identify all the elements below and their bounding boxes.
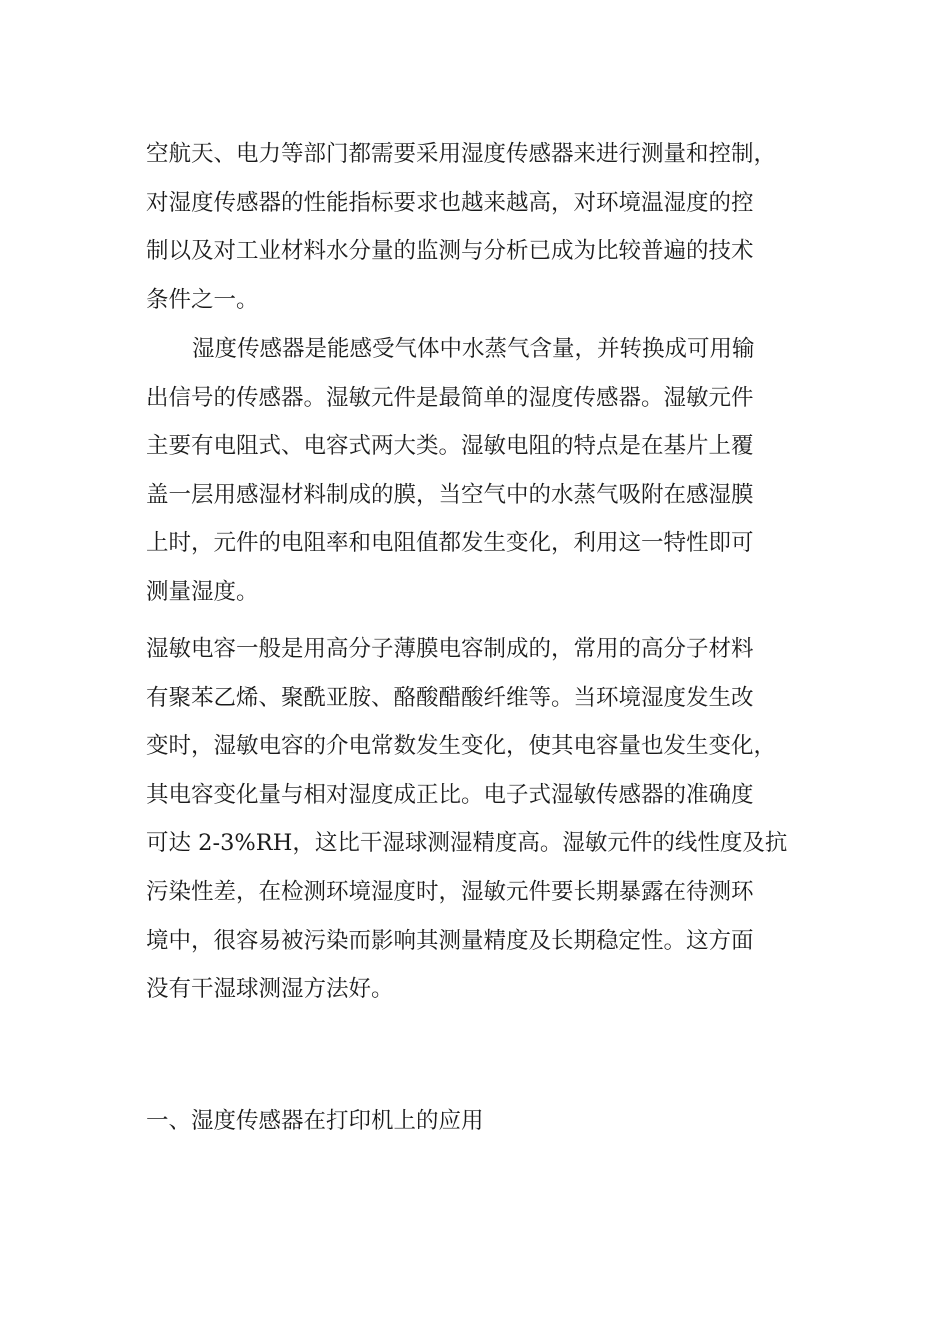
- paragraph-capacitive-sensor: [146, 625, 806, 1014]
- text-line: 制以及对工业材料水分量的监测与分析已成为比较普遍的技术: [146, 238, 754, 265]
- paragraph-intro-continuation: [146, 130, 806, 324]
- text-line: 盖一层用感湿材料制成的膜，当空气中的水蒸气吸附在感湿膜: [146, 481, 754, 508]
- text-line: 变时，湿敏电容的介电常数发生变化，使其电容量也发生变化，: [146, 733, 777, 760]
- text-line: 空航天、电力等部门都需要采用湿度传感器来进行测量和控制，: [146, 141, 777, 167]
- section-heading: [146, 1097, 806, 1146]
- text-line: 其电容变化量与相对湿度成正比。电子式湿敏传感器的准确度: [146, 781, 754, 808]
- text-line: 对湿度传感器的性能指标要求也越来越高，对环境温湿度的控: [146, 189, 754, 216]
- paragraph-sensor-definition: [146, 325, 806, 617]
- text-line: 境中，很容易被污染而影响其测量精度及长期稳定性。这方面: [146, 927, 754, 954]
- text-line: 可达 2-3%RH，这比干湿球测湿精度高。湿敏元件的线性度及抗: [146, 830, 788, 857]
- text-line: 主要有电阻式、电容式两大类。湿敏电阻的特点是在基片上覆: [146, 433, 754, 460]
- text-line: 没有干湿球测湿方法好。: [146, 976, 394, 1003]
- text-line: 出信号的传感器。湿敏元件是最简单的湿度传感器。湿敏元件: [146, 384, 754, 411]
- section-heading-text: 一、湿度传感器在打印机上的应用: [146, 1108, 484, 1134]
- text-line: 湿度传感器是能感受气体中水蒸气含量，并转换成可用输: [192, 336, 755, 362]
- text-line: 有聚苯乙烯、聚酰亚胺、酪酸醋酸纤维等。当环境湿度发生改: [146, 684, 754, 711]
- text-line: 湿敏电容一般是用高分子薄膜电容制成的，常用的高分子材料: [146, 636, 754, 662]
- text-line: 测量湿度。: [146, 578, 259, 605]
- text-line: 条件之一。: [146, 286, 259, 313]
- text-line: 污染性差，在检测环境湿度时，湿敏元件要长期暴露在待测环: [146, 878, 754, 905]
- text-line: 上时，元件的电阻率和电阻值都发生变化，利用这一特性即可: [146, 530, 754, 557]
